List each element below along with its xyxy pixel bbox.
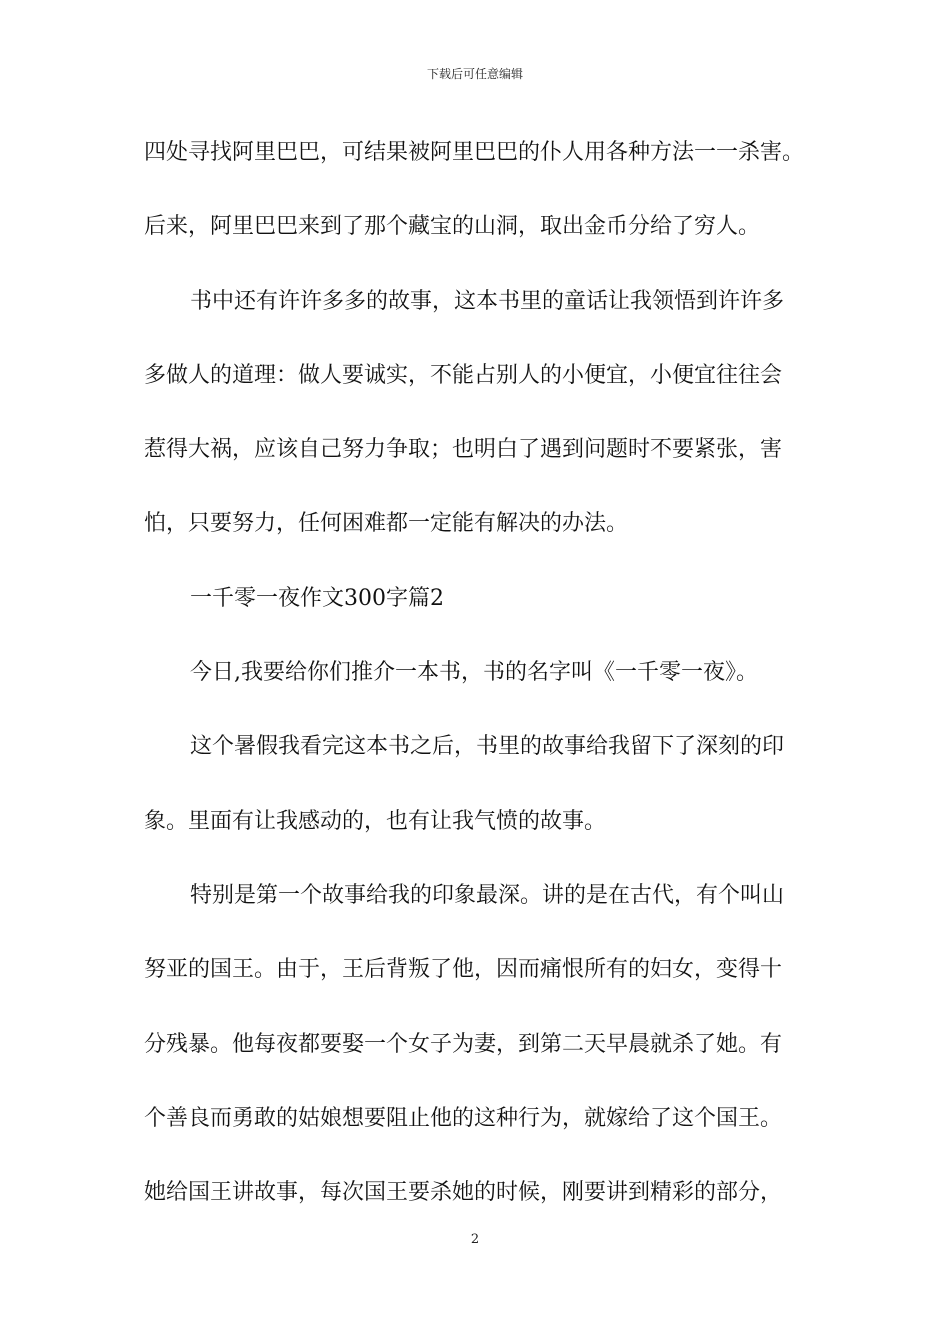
text-line: 四处寻找阿里巴巴，可结果被阿里巴巴的仆人用各种方法一一杀害。: [144, 140, 805, 165]
text-line: 今日,我要给你们推介一本书，书的名字叫《一千零一夜》。: [190, 660, 758, 685]
text-line: 特别是第一个故事给我的印象最深。讲的是在古代，有个叫山: [190, 883, 785, 908]
section-heading: 一千零一夜作文300字篇2: [190, 586, 444, 611]
text-line: 惹得大祸，应该自己努力争取；也明白了遇到问题时不要紧张，害: [144, 437, 783, 462]
page-header: 下载后可任意编辑: [426, 67, 523, 81]
text-line: 努亚的国王。由于，王后背叛了他，因而痛恨所有的妇女，变得十: [144, 957, 783, 982]
page-number: 2: [470, 1232, 480, 1247]
text-line: 她给国王讲故事，每次国王要杀她的时候，刚要讲到精彩的部分，: [144, 1180, 783, 1205]
text-line: 分残暴。他每夜都要娶一个女子为妻，到第二天早晨就杀了她。有: [144, 1032, 783, 1057]
text-line: 个善良而勇敢的姑娘想要阻止他的这种行为，就嫁给了这个国王。: [144, 1106, 783, 1131]
text-line: 怕，只要努力，任何困难都一定能有解决的办法。: [144, 511, 629, 536]
text-line: 这个暑假我看完这本书之后，书里的故事给我留下了深刻的印: [190, 734, 785, 759]
text-line: 书中还有许许多多的故事，这本书里的童话让我领悟到许许多: [190, 289, 785, 314]
text-line: 后来，阿里巴巴来到了那个藏宝的山洞，取出金币分给了穷人。: [144, 214, 761, 239]
text-line: 象。里面有让我感动的，也有让我气愤的故事。: [144, 809, 607, 834]
text-line: 多做人的道理：做人要诚实，不能占别人的小便宜，小便宜往往会: [144, 363, 783, 388]
